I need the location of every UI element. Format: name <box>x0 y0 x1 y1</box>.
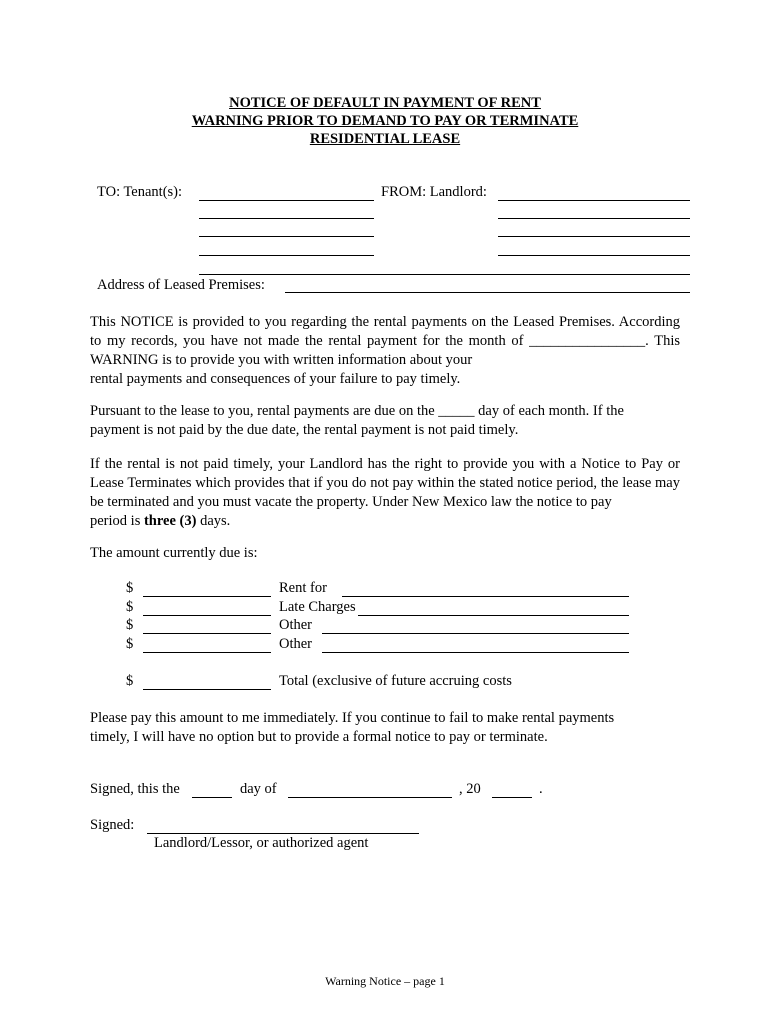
notice-days: three (3) <box>143 513 197 529</box>
to-tenant-label: TO: Tenant(s): <box>97 184 183 200</box>
day-of-label: day of <box>240 781 277 797</box>
row-label-other-1: Other <box>279 617 313 633</box>
signer-caption: Landlord/Lessor, or authorized agent <box>154 835 369 851</box>
paragraph-due-date-end: payment is not paid by the due date, the rental payment is not paid timely. <box>90 422 519 438</box>
address-line-1[interactable] <box>199 274 690 275</box>
title-line-1: NOTICE OF DEFAULT IN PAYMENT OF RENT <box>229 95 541 111</box>
paragraph-due-date-body: Pursuant to the lease to you, rental payments are due on the _____ day of each month. If the <box>90 403 624 419</box>
landlord-line-2[interactable] <box>498 218 690 219</box>
currency-symbol: $ <box>126 673 134 689</box>
paragraph-rights <box>90 455 680 531</box>
month-field[interactable] <box>288 797 452 798</box>
year-prefix: , 20 <box>459 781 481 797</box>
paragraph-due-date <box>90 402 680 440</box>
title-line-2: WARNING PRIOR TO DEMAND TO PAY OR TERMINATE <box>191 113 579 129</box>
payment-request-line-2: timely, I will have no option but to provide a formal notice to pay or terminate. <box>90 729 548 745</box>
landlord-line-4[interactable] <box>498 255 690 256</box>
total-amount-field[interactable] <box>143 689 271 690</box>
rights-text-pre: period is <box>90 513 144 529</box>
paragraph-notice <box>90 313 680 389</box>
day-field[interactable] <box>192 797 232 798</box>
signed-this-label: Signed, this the <box>90 781 180 797</box>
row-label-rent: Rent for <box>279 580 327 596</box>
signed-label: Signed: <box>90 817 135 833</box>
tenant-line-4[interactable] <box>199 255 374 256</box>
title-line-3: RESIDENTIAL LEASE <box>309 131 461 147</box>
row-label-other-2: Other <box>279 636 313 652</box>
paragraph-rights-end <box>90 512 680 531</box>
paragraph-notice-body: This NOTICE is provided to you regarding the rental payments on the Leased Premises. According to my records, you have not made the rental payment for the month of ________________. This WARNING is to provide you with written information about your <box>90 314 680 368</box>
from-landlord-label: FROM: Landlord: <box>381 184 487 200</box>
other-amount-field-1[interactable] <box>143 633 271 634</box>
paragraph-rights-body: If the rental is not paid timely, your Landlord has the right to provide you with a Notice to Pay or Lease Terminates which provides that if you do not pay within the stated notice period, the lease may be terminated and you must vacate the property. Under New Mexico law the notice to pay <box>90 456 680 510</box>
late-charges-field[interactable] <box>358 615 629 616</box>
paragraph-payment-request <box>90 709 680 747</box>
landlord-line-3[interactable] <box>498 236 690 237</box>
address-label: Address of Leased Premises: <box>97 277 265 293</box>
total-label: Total (exclusive of future accruing costs <box>279 673 512 689</box>
other-field-2[interactable] <box>322 652 629 653</box>
other-amount-field-2[interactable] <box>143 652 271 653</box>
amount-intro: The amount currently due is: <box>90 545 258 561</box>
other-field-1[interactable] <box>322 633 629 634</box>
rights-text-post: days. <box>196 513 231 529</box>
rent-for-field[interactable] <box>342 596 629 597</box>
row-label-late-charges: Late Charges <box>279 599 356 615</box>
late-charges-amount-field[interactable] <box>143 615 271 616</box>
page-footer: Warning Notice – page 1 <box>325 974 445 988</box>
rent-amount-field[interactable] <box>143 596 271 597</box>
signature-field[interactable] <box>147 833 419 834</box>
payment-request-line-1: Please pay this amount to me immediately. If you continue to fail to make rental payments <box>90 710 615 726</box>
currency-symbol: $ <box>126 617 134 633</box>
address-line-2[interactable] <box>285 292 690 293</box>
year-field[interactable] <box>492 797 532 798</box>
landlord-line-1[interactable] <box>498 200 690 201</box>
tenant-line-2[interactable] <box>199 218 374 219</box>
currency-symbol: $ <box>126 580 134 596</box>
tenant-line-1[interactable] <box>199 200 374 201</box>
currency-symbol: $ <box>126 636 134 652</box>
date-period: . <box>539 781 543 797</box>
tenant-line-3[interactable] <box>199 236 374 237</box>
currency-symbol: $ <box>126 599 134 615</box>
paragraph-notice-end: rental payments and consequences of your failure to pay timely. <box>90 371 461 387</box>
